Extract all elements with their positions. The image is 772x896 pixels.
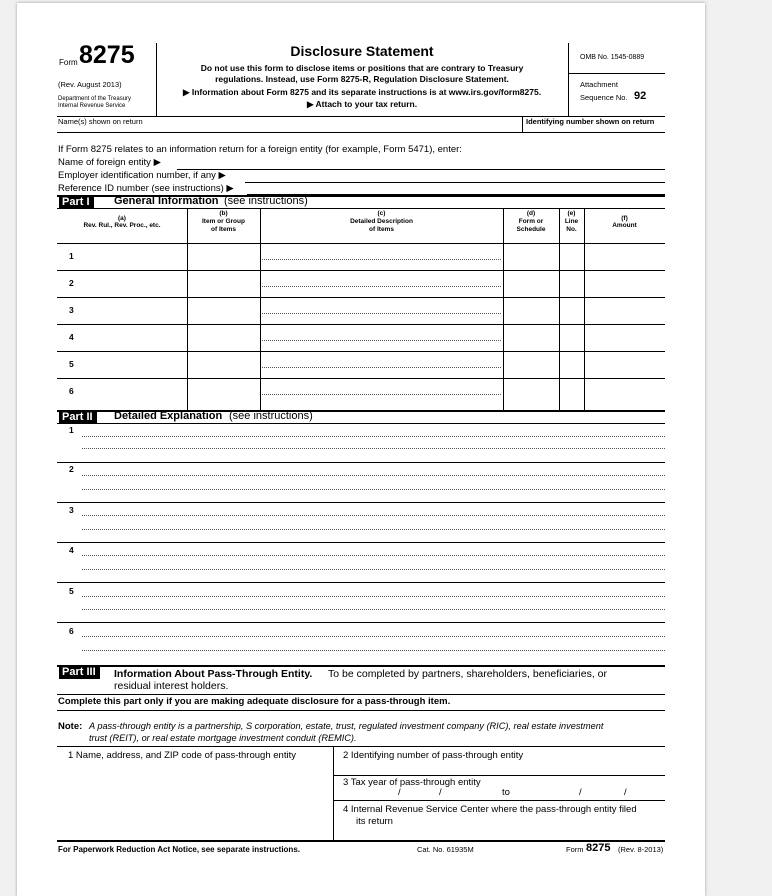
foreign-entity-name-field[interactable] bbox=[177, 169, 665, 170]
part-2-row-number: 4 bbox=[69, 545, 74, 555]
part-2-explanation-2-field[interactable] bbox=[82, 464, 665, 501]
pass-through-id-field[interactable] bbox=[334, 761, 665, 774]
agency-name: Internal Revenue Service bbox=[58, 103, 126, 109]
department-name: Department of the Treasury bbox=[58, 96, 132, 102]
part-2-explanation-6-field[interactable] bbox=[82, 624, 665, 664]
form-number: 8275 bbox=[79, 41, 135, 69]
part-1-row-number: 1 bbox=[69, 251, 74, 261]
part-1-title: General Information bbox=[114, 195, 219, 207]
col-c-letter: (c) bbox=[377, 210, 386, 217]
part-2-row-number: 5 bbox=[69, 586, 74, 596]
paperwork-notice: For Paperwork Reduction Act Notice, see separate instructions. bbox=[58, 845, 300, 854]
part-3-title-line-2: residual interest holders. bbox=[114, 680, 229, 692]
part-1-row-1-description-field[interactable] bbox=[261, 244, 502, 270]
note-text: A pass-through entity is a partnership, S corporation, estate, trust, regulated investment company (RIC), real estate investment bbox=[89, 721, 604, 731]
attachment-label: Attachment bbox=[580, 80, 618, 89]
part-1-row-1-item-field[interactable] bbox=[188, 244, 259, 270]
part-1-row-number: 4 bbox=[69, 332, 74, 342]
part-2-row-number: 2 bbox=[69, 464, 74, 474]
tax-year-slash: / bbox=[624, 787, 627, 798]
tax-year-start-field[interactable] bbox=[357, 787, 492, 799]
part-2-row-number: 6 bbox=[69, 626, 74, 636]
reference-id-label: Reference ID number (see instructions) ▶ bbox=[58, 183, 234, 194]
part-1-row-number: 2 bbox=[69, 278, 74, 288]
pass-through-name-field[interactable] bbox=[58, 763, 333, 839]
col-e-header-2: No. bbox=[566, 226, 577, 233]
pass-through-name-label: 1 Name, address, and ZIP code of pass-through entity bbox=[68, 750, 296, 761]
ein-label: Employer identification number, if any ▶ bbox=[58, 170, 226, 181]
part-1-row-6-description-field[interactable] bbox=[261, 379, 502, 410]
sequence-label: Sequence No. bbox=[580, 93, 628, 102]
foreign-entity-intro: If Form 8275 relates to an information return for a foreign entity (for example, Form 5471), enter: bbox=[58, 144, 462, 155]
col-c-header-2: of Items bbox=[369, 226, 394, 233]
header-instruction-1: Do not use this form to disclose items or positions that are contrary to Treasury bbox=[200, 63, 524, 73]
identifying-number-field[interactable] bbox=[523, 127, 665, 135]
part-2-row-number: 1 bbox=[69, 425, 74, 435]
pass-through-id-label: 2 Identifying number of pass-through entity bbox=[343, 750, 524, 761]
part-3-title: Information About Pass-Through Entity. bbox=[114, 668, 313, 680]
col-d-header: Form or bbox=[518, 218, 544, 225]
header-instruction-3: ▶ Information about Form 8275 and its separate instructions is at www.irs.gov/form8275. bbox=[182, 87, 542, 97]
footer-form-word: Form bbox=[566, 845, 584, 854]
part-1-row-number: 5 bbox=[69, 359, 74, 369]
catalog-number: Cat. No. 61935M bbox=[417, 845, 474, 854]
revision-date: (Rev. August 2013) bbox=[58, 80, 122, 89]
col-b-letter: (b) bbox=[219, 210, 228, 217]
part-3-title-rest: To be completed by partners, shareholders, beneficiaries, or bbox=[328, 668, 607, 680]
form-title: Disclosure Statement bbox=[290, 43, 434, 59]
part-1-row-number: 3 bbox=[69, 305, 74, 315]
col-e-letter: (e) bbox=[567, 210, 576, 217]
irs-center-label-2: its return bbox=[356, 816, 393, 827]
col-f-letter: (f) bbox=[621, 215, 628, 222]
col-b-header: Item or Group bbox=[202, 218, 245, 225]
part-2-explanation-1-field[interactable] bbox=[82, 425, 665, 461]
attach-instruction: ▶ Attach to your tax return. bbox=[306, 99, 418, 109]
part-2-row-number: 3 bbox=[69, 505, 74, 515]
identifying-number-label: Identifying number shown on return bbox=[526, 117, 655, 126]
part-1-row-3-description-field[interactable] bbox=[261, 298, 502, 324]
names-field[interactable] bbox=[57, 117, 521, 131]
form-page bbox=[17, 3, 705, 896]
col-b-header-2: of Items bbox=[211, 226, 236, 233]
irs-center-label: 4 Internal Revenue Service Center where the pass-through entity filed bbox=[343, 804, 637, 815]
tax-year-slash: / bbox=[439, 787, 442, 798]
tax-year-to: to bbox=[502, 787, 510, 798]
part-2-explanation-4-field[interactable] bbox=[82, 544, 665, 581]
note-text-2: trust (REIT), or real estate mortgage investment conduit (REMIC). bbox=[89, 733, 357, 743]
col-f-header: Amount bbox=[612, 222, 637, 229]
form-word: Form bbox=[59, 58, 78, 67]
col-d-header-2: Schedule bbox=[516, 226, 546, 233]
irs-center-field[interactable] bbox=[417, 816, 662, 838]
sequence-number: 92 bbox=[634, 90, 647, 102]
tax-year-label: 3 Tax year of pass-through entity bbox=[343, 777, 481, 788]
col-a-header: Rev. Rul., Rev. Proc., etc. bbox=[83, 222, 161, 229]
tax-year-slash: / bbox=[579, 787, 582, 798]
part-3-complete-note: Complete this part only if you are making adequate disclosure for a pass-through item. bbox=[58, 696, 451, 707]
part-1-row-5-description-field[interactable] bbox=[261, 352, 502, 378]
tax-year-end-field[interactable] bbox=[517, 787, 662, 799]
part-2-title: Detailed Explanation bbox=[114, 410, 223, 422]
part-3-tag: Part III bbox=[59, 665, 100, 679]
col-d-letter: (d) bbox=[526, 210, 536, 217]
part-1-title-note: (see instructions) bbox=[224, 195, 308, 207]
col-e-header: Line bbox=[564, 218, 579, 225]
footer-form-number: 8275 bbox=[586, 842, 611, 854]
omb-number: OMB No. 1545-0889 bbox=[580, 54, 645, 61]
part-1-row-number: 6 bbox=[69, 386, 74, 396]
foreign-entity-name-label: Name of foreign entity ▶ bbox=[58, 157, 161, 168]
part-2-explanation-3-field[interactable] bbox=[82, 504, 665, 541]
tax-year-slash: / bbox=[398, 787, 401, 798]
col-a-letter: (a) bbox=[118, 215, 126, 222]
names-label: Name(s) shown on return bbox=[58, 117, 143, 126]
part-1-row-2-description-field[interactable] bbox=[261, 271, 502, 297]
part-2-tag: Part II bbox=[59, 410, 97, 424]
header-instruction-2: regulations. Instead, use Form 8275-R, Regulation Disclosure Statement. bbox=[215, 74, 509, 84]
part-1-tag: Part I bbox=[59, 195, 94, 209]
part-2-explanation-5-field[interactable] bbox=[82, 584, 665, 621]
part-2-title-note: (see instructions) bbox=[229, 410, 313, 422]
footer-revision: (Rev. 8-2013) bbox=[618, 845, 664, 854]
ein-field[interactable] bbox=[245, 182, 665, 183]
note-label: Note: bbox=[58, 721, 83, 732]
col-c-header: Detailed Description bbox=[350, 218, 413, 225]
part-1-row-4-description-field[interactable] bbox=[261, 325, 502, 351]
